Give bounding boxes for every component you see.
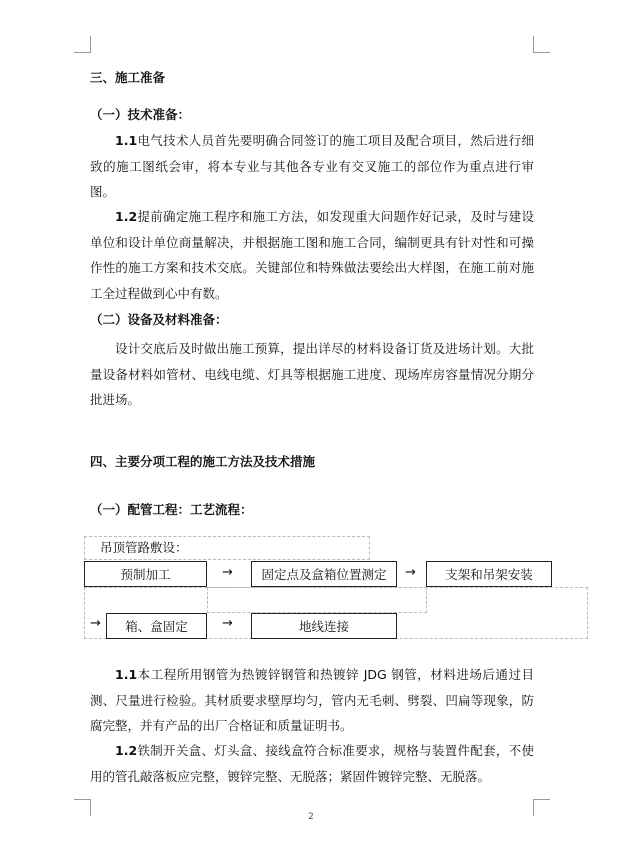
flow-arrow: → [405,565,416,580]
flow-header-label: 吊顶管路敷设： [100,540,188,555]
flow-box-locating: 固定点及盒箱位置测定 [251,561,397,587]
flow-grid-cell [207,587,427,613]
section-4-sub1-title: （一）配管工程：工艺流程： [90,502,253,517]
flow-box-ground-connection: 地线连接 [251,613,397,639]
section-3-title: 三、施工准备 [90,70,166,85]
flow-box-bracket-install: 支架和吊架安装 [426,561,552,587]
paragraph-boxes [90,738,534,789]
flow-arrow: → [222,616,233,631]
flow-box-prefab: 预制加工 [84,561,207,587]
flow-box-box-fixing: 箱、盒固定 [106,613,207,639]
paragraph-text: 电气技术人员首先要明确合同签订的施工项目及配合项目，然后进行细致的施工图纸会审，将本专业与其他各专业有交叉施工的部位作为重点进行审图。 [90,133,534,199]
paragraph-1-2 [90,204,534,306]
paragraph-text: 提前确定施工程序和施工方法，如发现重大问题作好记录，及时与建设单位和设计单位商量解决，并根据施工图和施工合同，编制更具有针对性和可操作性的施工方案和技术交底。关键部位和特殊做法要绘出大样图，在施工前对施工全过程做到心中有数。 [90,209,534,301]
paragraph-steel-pipe [90,662,534,739]
paragraph-text: 设计交底后及时做出施工预算，提出详尽的材料设备订货及进场计划。大批量设备材料如管材、电线电缆、灯具等根据施工进度、现场库房容量情况分期分批进场。 [90,341,534,407]
paragraph-number: 1.2 [115,209,138,224]
crop-mark-top-right [533,36,550,53]
paragraph-1-1 [90,128,534,205]
paragraph-materials [90,336,534,413]
paragraph-number: 1.1 [115,667,138,682]
flow-arrow: → [90,616,101,631]
page-number: 2 [308,812,314,822]
crop-mark-top-left [74,36,91,53]
section-3-sub2-title: （二）设备及材料准备： [90,312,228,327]
paragraph-number: 1.1 [115,133,138,148]
section-4-title: 四、主要分项工程的施工方法及技术措施 [90,454,316,469]
paragraph-number: 1.2 [115,743,138,758]
paragraph-text: 本工程所用钢管为热镀锌钢管和热镀锌 JDG 钢管，材料进场后通过目测、尺量进行检验。其材质要求壁厚均匀，管内无毛刺、劈裂、凹扁等现象，防腐完整，并有产品的出厂合格证和质量证明书。 [90,667,534,733]
section-3-sub1-title: （一）技术准备： [90,107,191,122]
flow-arrow: → [222,565,233,580]
paragraph-text: 铁制开关盒、灯头盒、接线盒符合标准要求，规格与装置件配套，不使用的管孔敲落板应完整，镀锌完整、无脱落；紧固件镀锌完整、无脱落。 [90,743,534,784]
